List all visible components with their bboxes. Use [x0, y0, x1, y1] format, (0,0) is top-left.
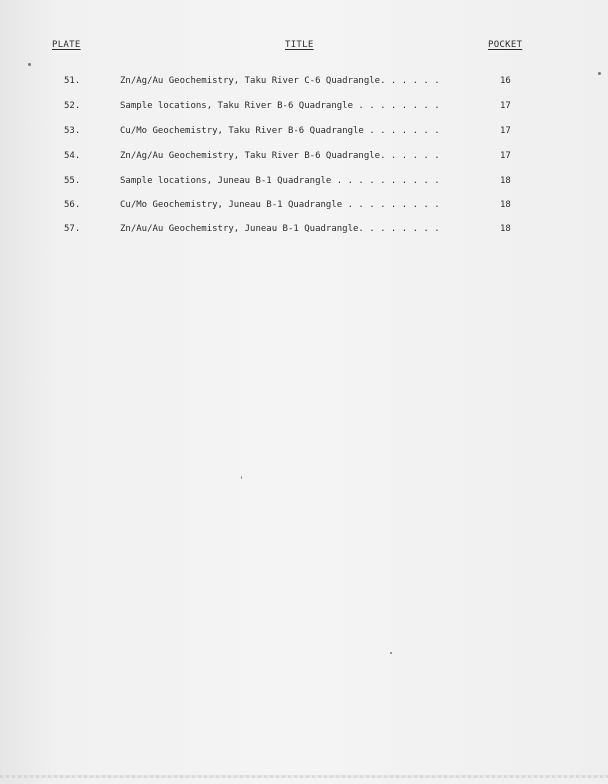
plate-number: 55.: [64, 176, 81, 186]
list-item: [0, 198, 608, 212]
plate-title: Zn/Au/Au Geochemistry, Juneau B-1 Quadrangle. . . . . . . .: [120, 224, 440, 234]
list-item: [0, 74, 608, 88]
pocket-number: 18: [500, 176, 511, 186]
list-item: [0, 124, 608, 138]
plate-title: Sample locations, Juneau B-1 Quadrangle . . . . . . . . . .: [120, 176, 440, 186]
column-header-pocket: POCKET: [488, 40, 523, 50]
plate-number: 54.: [64, 151, 81, 161]
scan-speck: [390, 652, 392, 654]
scan-speck: [241, 476, 242, 479]
plate-number: 57.: [64, 224, 81, 234]
pocket-number: 17: [500, 101, 511, 111]
plate-title: Cu/Mo Geochemistry, Taku River B-6 Quadrangle . . . . . . .: [120, 126, 440, 136]
plate-title: Zn/Ag/Au Geochemistry, Taku River C-6 Quadrangle. . . . . .: [120, 76, 440, 86]
pocket-number: 18: [500, 224, 511, 234]
pocket-number: 17: [500, 126, 511, 136]
list-item: [0, 99, 608, 113]
scan-speck: [598, 72, 601, 75]
list-item: [0, 149, 608, 163]
plate-number: 51.: [64, 76, 81, 86]
plate-title: Sample locations, Taku River B-6 Quadrangle . . . . . . . .: [120, 101, 440, 111]
scan-artifact-line: [0, 775, 608, 778]
plate-title: Cu/Mo Geochemistry, Juneau B-1 Quadrangle . . . . . . . . .: [120, 200, 440, 210]
pocket-number: 17: [500, 151, 511, 161]
plate-number: 52.: [64, 101, 81, 111]
scan-speck: [28, 63, 31, 66]
plate-number: 53.: [64, 126, 81, 136]
plate-number: 56.: [64, 200, 81, 210]
pocket-number: 16: [500, 76, 511, 86]
plate-title: Zn/Ag/Au Geochemistry, Taku River B-6 Quadrangle. . . . . .: [120, 151, 440, 161]
column-header-plate: PLATE: [52, 40, 81, 50]
list-item: [0, 174, 608, 188]
list-item: [0, 222, 608, 236]
column-header-title: TITLE: [285, 40, 314, 50]
pocket-number: 18: [500, 200, 511, 210]
